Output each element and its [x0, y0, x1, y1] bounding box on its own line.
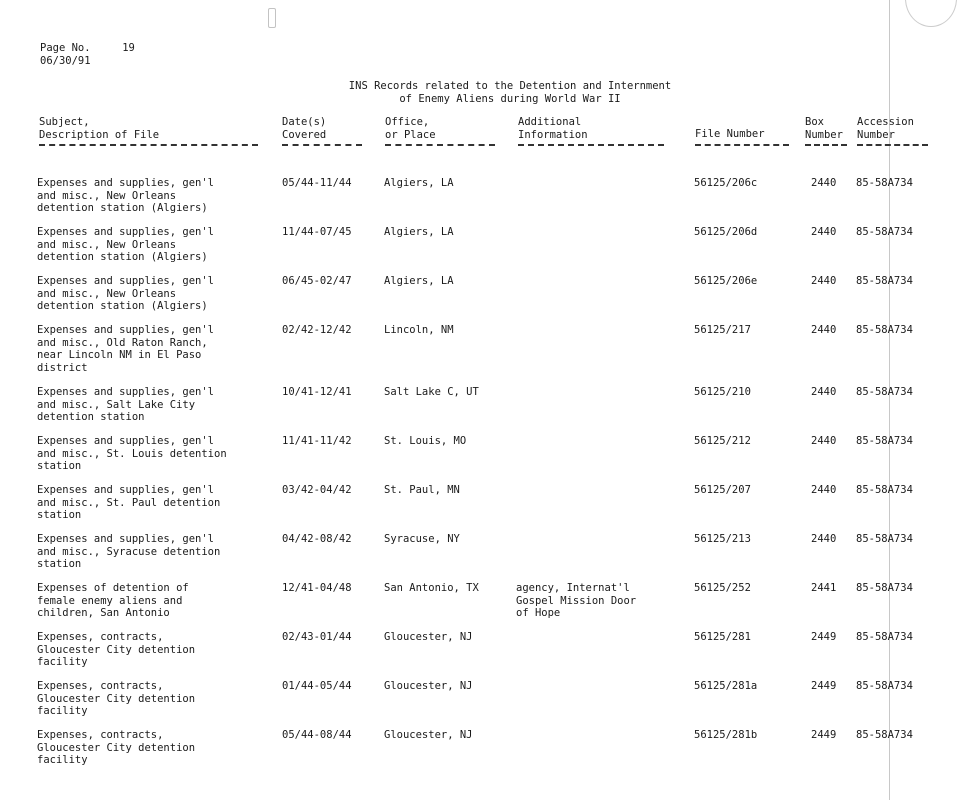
file-number-cell: 56125/210: [694, 386, 751, 398]
header-underline: [39, 144, 258, 146]
accession-number-cell: 85-58A734: [856, 324, 913, 336]
header-underline: [385, 144, 495, 146]
office-cell: Gloucester, NJ: [384, 680, 473, 692]
table-row: [0, 177, 967, 226]
header-underline: [805, 144, 847, 146]
page-meta: [40, 42, 135, 67]
accession-number-cell: 85-58A734: [856, 533, 913, 545]
file-number-cell: 56125/212: [694, 435, 751, 447]
file-number-cell: 56125/207: [694, 484, 751, 496]
subject-cell: Expenses, contracts, Gloucester City detention facility: [37, 631, 196, 668]
accession-number-cell: 85-58A734: [856, 177, 913, 189]
box-number-cell: 2449: [811, 680, 837, 692]
table-header: [0, 116, 967, 156]
table-row: [0, 275, 967, 324]
dates-cell: 01/44-05/44: [282, 680, 352, 692]
box-number-cell: 2449: [811, 729, 837, 741]
file-number-cell: 56125/206e: [694, 275, 758, 287]
dates-cell: 02/42-12/42: [282, 324, 352, 336]
subject-cell: Expenses and supplies, gen'l and misc., New Orleans detention station (Algiers): [37, 226, 215, 263]
page-no: 19: [122, 42, 135, 54]
box-number-cell: 2449: [811, 631, 837, 643]
box-number-cell: 2441: [811, 582, 837, 594]
accession-number-cell: 85-58A734: [856, 729, 913, 741]
table-row: [0, 226, 967, 275]
office-cell: Lincoln, NM: [384, 324, 454, 336]
box-number-cell: 2440: [811, 533, 837, 545]
accession-number-cell: 85-58A734: [856, 631, 913, 643]
file-number-cell: 56125/281b: [694, 729, 758, 741]
table-row: [0, 533, 967, 582]
dates-cell: 11/41-11/42: [282, 435, 352, 447]
table-row: [0, 582, 967, 631]
subject-cell: Expenses and supplies, gen'l and misc., Old Raton Ranch, near Lincoln NM in El Paso district: [37, 324, 215, 374]
file-number-cell: 56125/281a: [694, 680, 758, 692]
subject-cell: Expenses and supplies, gen'l and misc., New Orleans detention station (Algiers): [37, 275, 215, 312]
box-number-cell: 2440: [811, 435, 837, 447]
dates-cell: 04/42-08/42: [282, 533, 352, 545]
header-underline: [857, 144, 928, 146]
dates-cell: 05/44-11/44: [282, 177, 352, 189]
dates-cell: 12/41-04/48: [282, 582, 352, 594]
accession-number-cell: 85-58A734: [856, 226, 913, 238]
column-header-box: Box Number: [805, 116, 843, 141]
accession-number-cell: 85-58A734: [856, 435, 913, 447]
dates-cell: 10/41-12/41: [282, 386, 352, 398]
subject-cell: Expenses and supplies, gen'l and misc., Syracuse detention station: [37, 533, 221, 570]
accession-number-cell: 85-58A734: [856, 386, 913, 398]
title-line-1: INS Records related to the Detention and Internment: [348, 80, 672, 92]
page-date: 06/30/91: [40, 54, 91, 67]
records-table: [0, 177, 967, 778]
box-number-cell: 2440: [811, 324, 837, 336]
file-number-cell: 56125/252: [694, 582, 751, 594]
file-number-cell: 56125/213: [694, 533, 751, 545]
table-row: [0, 631, 967, 680]
scan-speck: [268, 8, 276, 28]
column-header-info: Additional Information: [518, 116, 588, 141]
column-header-dates: Date(s) Covered: [282, 116, 327, 141]
subject-cell: Expenses, contracts, Gloucester City detention facility: [37, 729, 196, 766]
subject-cell: Expenses and supplies, gen'l and misc., St. Louis detention station: [37, 435, 227, 472]
box-number-cell: 2440: [811, 177, 837, 189]
subject-cell: Expenses and supplies, gen'l and misc., Salt Lake City detention station: [37, 386, 215, 423]
subject-cell: Expenses, contracts, Gloucester City detention facility: [37, 680, 196, 717]
office-cell: Syracuse, NY: [384, 533, 460, 545]
dates-cell: 06/45-02/47: [282, 275, 352, 287]
table-row: [0, 324, 967, 386]
table-row: [0, 680, 967, 729]
table-row: [0, 729, 967, 778]
file-number-cell: 56125/206d: [694, 226, 758, 238]
file-number-cell: 56125/217: [694, 324, 751, 336]
office-cell: Algiers, LA: [384, 177, 454, 189]
info-cell: agency, Internat'l Gospel Mission Door of Hope: [516, 582, 637, 619]
subject-cell: Expenses and supplies, gen'l and misc., St. Paul detention station: [37, 484, 221, 521]
dates-cell: 05/44-08/44: [282, 729, 352, 741]
dates-cell: 02/43-01/44: [282, 631, 352, 643]
column-header-accession: Accession Number: [857, 116, 914, 141]
file-number-cell: 56125/281: [694, 631, 751, 643]
dates-cell: 11/44-07/45: [282, 226, 352, 238]
document-title: [290, 80, 730, 105]
box-number-cell: 2440: [811, 275, 837, 287]
accession-number-cell: 85-58A734: [856, 275, 913, 287]
title-line-2: of Enemy Aliens during World War II: [399, 92, 621, 105]
accession-number-cell: 85-58A734: [856, 484, 913, 496]
header-underline: [518, 144, 664, 146]
office-cell: Algiers, LA: [384, 226, 454, 238]
page-no-label: Page No.: [40, 42, 91, 54]
accession-number-cell: 85-58A734: [856, 582, 913, 594]
office-cell: Gloucester, NJ: [384, 729, 473, 741]
office-cell: Salt Lake C, UT: [384, 386, 479, 398]
scan-speck: [905, 0, 957, 27]
office-cell: Algiers, LA: [384, 275, 454, 287]
dates-cell: 03/42-04/42: [282, 484, 352, 496]
column-header-office: Office, or Place: [385, 116, 436, 141]
office-cell: St. Paul, MN: [384, 484, 460, 496]
table-row: [0, 386, 967, 435]
office-cell: St. Louis, MO: [384, 435, 467, 447]
file-number-cell: 56125/206c: [694, 177, 758, 189]
office-cell: Gloucester, NJ: [384, 631, 473, 643]
header-underline: [282, 144, 362, 146]
subject-cell: Expenses and supplies, gen'l and misc., New Orleans detention station (Algiers): [37, 177, 215, 214]
table-row: [0, 435, 967, 484]
table-row: [0, 484, 967, 533]
accession-number-cell: 85-58A734: [856, 680, 913, 692]
column-header-subject: Subject, Description of File: [39, 116, 160, 141]
box-number-cell: 2440: [811, 386, 837, 398]
header-underline: [695, 144, 789, 146]
box-number-cell: 2440: [811, 226, 837, 238]
office-cell: San Antonio, TX: [384, 582, 479, 594]
subject-cell: Expenses of detention of female enemy aliens and children, San Antonio: [37, 582, 189, 619]
column-header-file: File Number: [695, 128, 765, 140]
page-number-row: [40, 42, 135, 55]
box-number-cell: 2440: [811, 484, 837, 496]
